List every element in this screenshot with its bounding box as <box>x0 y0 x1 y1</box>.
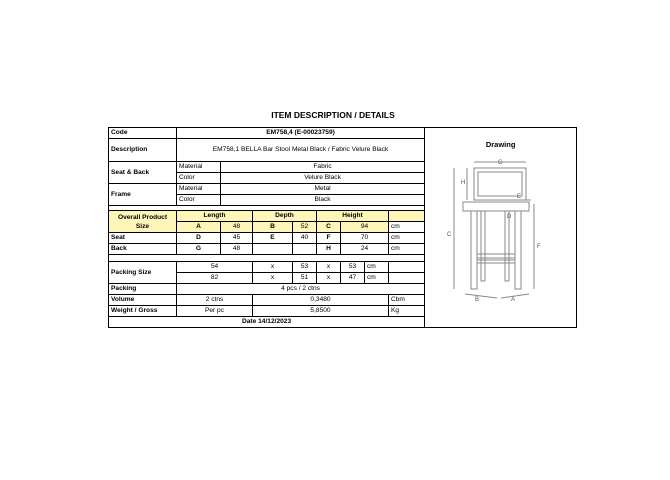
weight-value: 5,8500 <box>253 306 389 317</box>
volume-unit: Cbm <box>389 295 425 306</box>
pack1-a: 54 <box>177 262 253 273</box>
seat-depth-value: 40 <box>293 233 317 244</box>
dim-label-h: H <box>460 180 465 186</box>
seat-length-value: 45 <box>221 233 253 244</box>
pack2-unit: cm <box>365 273 389 284</box>
dim-label-a: A <box>510 297 515 303</box>
volume-label: Volume <box>109 295 177 306</box>
seat-unit: cm <box>389 233 425 244</box>
weight-label: Weight / Gross <box>109 306 177 317</box>
bar-stool-drawing <box>441 156 561 306</box>
depth-letter: B <box>253 222 293 233</box>
dim-label-c: C <box>446 232 451 238</box>
seat-color-label: Color <box>177 173 221 184</box>
frame-label: Frame <box>109 184 177 206</box>
length-letter: A <box>177 222 221 233</box>
code-row <box>109 128 577 139</box>
back-row-label: Back <box>109 244 177 255</box>
volume-qty: 2 ctns <box>177 295 253 306</box>
packing-value: 4 pcs / 2 ctns <box>177 284 425 295</box>
dim-label-f: F <box>536 244 541 250</box>
drawing-label: Drawing <box>485 140 516 149</box>
volume-value: 0,3480 <box>253 295 389 306</box>
pack2-c: 47 <box>341 273 365 284</box>
pack2-b: 51 <box>293 273 317 284</box>
pack2-a: 82 <box>177 273 253 284</box>
pack2-x2: x <box>317 273 341 284</box>
pack1-x1: x <box>253 262 293 273</box>
description-value: EM758,1 BELLA Bar Stool Metal Black / Fabric Velure Black <box>177 139 425 162</box>
seat-length-letter: D <box>177 233 221 244</box>
pack1-c: 53 <box>341 262 365 273</box>
seat-depth-letter: E <box>253 233 293 244</box>
back-length-letter: G <box>177 244 221 255</box>
back-height-value: 24 <box>341 244 389 255</box>
details-table <box>108 127 577 328</box>
drawing-panel <box>425 128 577 328</box>
pack2-x1: x <box>253 273 293 284</box>
pack1-unit: cm <box>365 262 389 273</box>
frame-material-label: Material <box>177 184 221 195</box>
seat-back-label: Seat & Back <box>109 162 177 184</box>
seat-row-label: Seat <box>109 233 177 244</box>
depth-value: 52 <box>293 222 317 233</box>
dim-label-g: G <box>497 160 503 166</box>
unit-label: cm <box>389 222 425 233</box>
back-unit: cm <box>389 244 425 255</box>
frame-color-label: Color <box>177 195 221 206</box>
height-header: Height <box>317 211 389 222</box>
seat-color-value: Velure Black <box>221 173 425 184</box>
depth-header: Depth <box>253 211 317 222</box>
code-value: EM758,4 (E-00023759) <box>177 128 425 139</box>
height-value: 94 <box>341 222 389 233</box>
packing-label: Packing <box>109 284 177 295</box>
code-label: Code <box>109 128 177 139</box>
pack1-b: 53 <box>293 262 317 273</box>
back-height-letter: H <box>317 244 341 255</box>
back-depth-value <box>293 244 317 255</box>
seat-height-value: 70 <box>341 233 389 244</box>
pack1-x2: x <box>317 262 341 273</box>
frame-material-value: Metal <box>221 184 425 195</box>
height-letter: C <box>317 222 341 233</box>
description-label: Description <box>109 139 177 162</box>
dim-label-e: E <box>516 194 521 200</box>
seat-material-value: Fabric <box>221 162 425 173</box>
length-value: 48 <box>221 222 253 233</box>
back-depth-letter <box>253 244 293 255</box>
date-label: Date 14/12/2023 <box>109 317 425 328</box>
document-title: ITEM DESCRIPTION / DETAILS <box>271 110 395 120</box>
length-header: Length <box>177 211 253 222</box>
seat-height-letter: F <box>317 233 341 244</box>
weight-unit: Kg <box>389 306 425 317</box>
dim-label-d: D <box>506 214 511 220</box>
packing-size-label: Packing Size <box>109 262 177 284</box>
frame-color-value: Black <box>221 195 425 206</box>
back-length-value: 48 <box>221 244 253 255</box>
seat-material-label: Material <box>177 162 221 173</box>
dim-label-b: B <box>474 297 479 303</box>
overall-size-label: Overall Product Size <box>109 211 177 233</box>
weight-qty: Per pc <box>177 306 253 317</box>
